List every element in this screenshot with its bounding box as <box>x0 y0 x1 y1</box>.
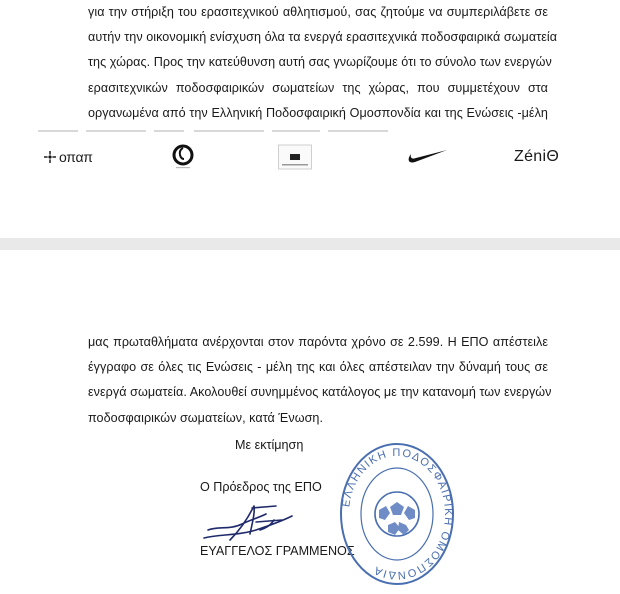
sponsor-box-icon <box>278 144 312 170</box>
zenith-wordmark: ZéniΘ <box>514 148 560 165</box>
text-line: της χώρας. Προς την κατεύθυνση αυτή σας γνωρίζουμε ότι το σύνολο των ενεργών <box>88 55 552 70</box>
sponsor-third-logo <box>278 142 312 172</box>
document-page-1 <box>0 0 620 238</box>
president-name: ΕΥΑΓΓΕΛΟΣ ΓΡΑΜΜΕΝΟΣ <box>200 544 355 558</box>
sponsor-opap-logo <box>44 142 93 172</box>
federation-seal-stamp <box>338 440 456 588</box>
closing-regards: Με εκτίμηση <box>235 438 304 452</box>
handwritten-signature <box>200 500 350 548</box>
text-line: μας πρωταθλήματα ανέρχονται στον παρόντα χρόνο σε 2.599. Η ΕΠΟ απέστειλε <box>88 335 548 349</box>
nike-swoosh-icon <box>406 148 448 166</box>
vodafone-logo-icon <box>170 143 196 171</box>
svg-text:ΕΛΛΗΝΙΚΗ ΠΟΔΟΣΦΑΙΡΙΚΗ ΟΜΟΣΠΟΝΔ: ΕΛΛΗΝΙΚΗ ΠΟΔΟΣΦΑΙΡΙΚΗ ΟΜΟΣΠΟΝΔΙΑ <box>340 446 455 582</box>
paragraph-page1 <box>88 0 558 126</box>
sponsor-vodafone-logo <box>170 142 196 172</box>
text-line: ερασιτεχνικών ποδοσφαιρικών σωματείων της χώρας, που συμμετέχουν στα <box>88 80 548 95</box>
text-line: οργανωμένα από την Ελληνική Ποδοσφαιρική Ομοσπονδία και της Ενώσεις -μέλη <box>88 105 548 120</box>
opap-star-icon <box>44 151 56 163</box>
opap-wordmark: οπαπ <box>59 149 93 165</box>
text-line: έγγραφο σε όλες τις Ενώσεις - μέλη της και όλες απέστειλαν την δύναμή τους σε <box>88 360 548 375</box>
document-page-2 <box>0 250 620 594</box>
text-line: ποδοσφαιρικών σωματείων, κατά Ένωση. <box>88 410 324 425</box>
text-line: για την στήριξη του ερασιτεχνικού αθλητισμού, σας ζητούμε να συμπεριλάβετε σε <box>88 5 548 19</box>
paragraph-page2 <box>88 330 552 431</box>
page-separator <box>0 238 620 250</box>
footer-address-strip <box>38 128 418 134</box>
sponsor-zenith-logo <box>514 142 559 172</box>
sponsor-nike-logo <box>406 142 448 172</box>
text-line: ενεργά σωματεία. Ακολουθεί συνημμένος κατάλογος με την κατανομή των ενεργών <box>88 385 552 400</box>
text-line: αυτήν την οικονομική ενίσχυση όλα τα ενεργά ερασιτεχνικά ποδοσφαιρικά σωματεία <box>88 30 558 45</box>
president-title: Ο Πρόεδρος της ΕΠΟ <box>200 480 322 494</box>
